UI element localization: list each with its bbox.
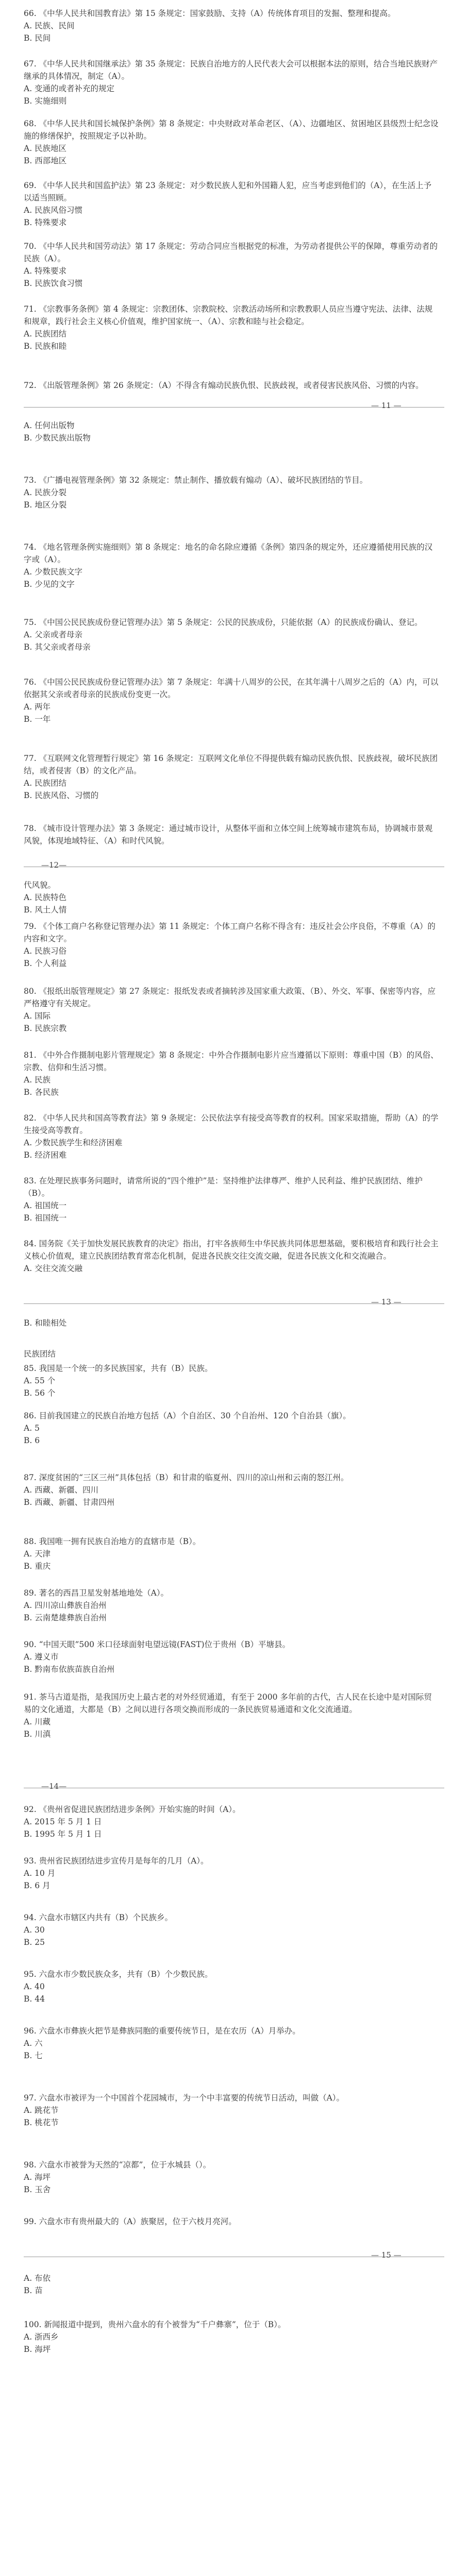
option-b: B. 桃花节 bbox=[24, 2118, 59, 2127]
question-87 bbox=[24, 1471, 439, 1509]
question-98 bbox=[24, 2159, 439, 2196]
option-a: A. 10 月 bbox=[24, 1869, 56, 1878]
question-text: 70. 《中华人民共和国劳动法》第 17 条规定：劳动合同应当根据党的标准，为劳动者提供公平的保障，尊重劳动者的民族（A）。 bbox=[24, 242, 438, 263]
option-a: A. 民族分裂 bbox=[24, 488, 67, 497]
question-78-options bbox=[24, 879, 439, 916]
question-text: 68. 《中华人民共和国长城保护条例》第 8 条规定：中央财政对革命老区、（A）、边疆地区、贫困地区县级烈士纪念设施的修缮保护，按照规定予以补助。 bbox=[24, 119, 439, 141]
continuation-text: 代风貌。 bbox=[24, 880, 56, 890]
option-a: A. 少数民族学生和经济困难 bbox=[24, 1138, 123, 1147]
question-92 bbox=[24, 1803, 439, 1840]
option-b: B. 一年 bbox=[24, 715, 51, 724]
option-b: B. 玉舍 bbox=[24, 2185, 51, 2194]
question-text: 86. 目前我国建立的民族自治地方包括（A）个自治区、30 个自治州、120 个自治县（旗）。 bbox=[24, 1411, 351, 1420]
section-heading: 民族团结 bbox=[24, 1349, 56, 1359]
question-text: 95. 六盘水市少数民族众多，共有（B）个少数民族。 bbox=[24, 1970, 213, 1979]
option-b: B. 川滇 bbox=[24, 1730, 51, 1739]
option-b: B. 实施细则 bbox=[24, 96, 67, 106]
question-text: 98. 六盘水市被誉为天然的“凉都”，位于水城县（）。 bbox=[24, 2160, 211, 2170]
option-b: B. 西部地区 bbox=[24, 156, 67, 165]
option-b: B. 25 bbox=[24, 1938, 45, 1947]
question-67 bbox=[24, 58, 439, 107]
question-text: 75. 《中国公民民族成份登记管理办法》第 5 条规定：公民的民族成份，只能依据（A）的民族成份确认、登记。 bbox=[24, 618, 423, 627]
question-69 bbox=[24, 179, 439, 229]
option-a: A. 40 bbox=[24, 1982, 45, 1991]
option-b: B. 民族宗教 bbox=[24, 1024, 67, 1033]
option-a: A. 30 bbox=[24, 1925, 45, 1935]
option-b: B. 重庆 bbox=[24, 1562, 51, 1571]
question-85 bbox=[24, 1362, 439, 1399]
option-a: A. 交往交流交融 bbox=[24, 1264, 83, 1273]
question-text: 96. 六盘水市彝族火把节是彝族同胞的重要传统节日，是在农历（A）月举办。 bbox=[24, 2026, 300, 2036]
option-b: B. 民族和睦 bbox=[24, 342, 67, 351]
question-77 bbox=[24, 752, 439, 802]
question-text: 93. 贵州省民族团结进步宣传月是每年的几月（A）。 bbox=[24, 1856, 209, 1866]
option-b: B. 1995 年 5 月 1 日 bbox=[24, 1829, 102, 1839]
option-b: B. 苗 bbox=[24, 2286, 43, 2295]
question-68 bbox=[24, 117, 439, 167]
option-b: B. 少数民族出版物 bbox=[24, 433, 91, 443]
option-a: A. 变通的或者补充的规定 bbox=[24, 84, 115, 93]
page-number: — 15 — bbox=[371, 2250, 402, 2260]
option-a: A. 少数民族文字 bbox=[24, 567, 83, 577]
question-84 bbox=[24, 1238, 439, 1275]
question-75 bbox=[24, 616, 439, 653]
page-number: —14— bbox=[41, 1782, 67, 1791]
option-a: A. 两年 bbox=[24, 702, 51, 711]
option-b: B. 各民族 bbox=[24, 1088, 59, 1097]
question-text: 81. 《中外合作摄制电影片管理规定》第 8 条规定：中外合作摄制电影片应当遵循以下原则：尊重中国（B）的风俗、宗教、信仰和生活习惯。 bbox=[24, 1050, 439, 1072]
question-91 bbox=[24, 1691, 439, 1740]
question-text: 97. 六盘水市被评为一个中国首个花园城市，为一个中丰富要的传统节日活动，叫做（A）。 bbox=[24, 2093, 345, 2103]
question-text: 80. 《报纸出版管理规定》第 27 条规定：报纸发表或者摘转涉及国家重大政策、（B）、外交、军事、保密等内容，应严格遵守有关规定。 bbox=[24, 987, 436, 1008]
option-b: B. 个人利益 bbox=[24, 959, 67, 968]
option-a: A. 四川凉山彝族自治州 bbox=[24, 1601, 107, 1610]
question-84-options bbox=[24, 1317, 439, 1329]
question-text: 69. 《中华人民共和国监护法》第 23 条规定：对少数民族人犯和外国籍人犯，应当考虑到他们的（A），在生活上予以适当照顾。 bbox=[24, 181, 432, 202]
option-b: B. 6 月 bbox=[24, 1881, 51, 1890]
option-b: B. 特殊要求 bbox=[24, 218, 67, 227]
option-b: B. 七 bbox=[24, 2051, 43, 2060]
option-b: B. 西藏、新疆、甘肃四州 bbox=[24, 1498, 115, 1507]
option-a: A. 特殊要求 bbox=[24, 266, 67, 276]
question-text: 82. 《中华人民共和国高等教育法》第 9 条规定：公民依法享有接受高等教育的权利。国家采取措施，帮助（A）的学生接受高等教育。 bbox=[24, 1113, 439, 1135]
option-a: A. 民族风俗习惯 bbox=[24, 206, 83, 215]
option-b: B. 56 个 bbox=[24, 1388, 56, 1398]
question-99 bbox=[24, 2215, 439, 2228]
option-a: A. 民族地区 bbox=[24, 144, 67, 153]
page-number: — 13 — bbox=[371, 1297, 402, 1307]
question-93 bbox=[24, 1855, 439, 1892]
question-88 bbox=[24, 1535, 439, 1572]
option-b: B. 44 bbox=[24, 1994, 45, 2004]
option-a: A. 西藏、新疆、四川 bbox=[24, 1485, 99, 1495]
option-a: A. 父亲或者母亲 bbox=[24, 630, 83, 639]
question-89 bbox=[24, 1587, 439, 1624]
question-71 bbox=[24, 303, 439, 352]
option-a: A. 川藏 bbox=[24, 1717, 51, 1726]
question-99-options bbox=[24, 2272, 439, 2297]
question-73 bbox=[24, 474, 439, 511]
question-text: 100. 新闻报道中提到，贵州六盘水的有个被誉为“千户彝寨”，位于（B）。 bbox=[24, 2320, 286, 2329]
question-94 bbox=[24, 1911, 439, 1948]
question-text: 94. 六盘水市辖区内共有（B）个民族乡。 bbox=[24, 1913, 173, 1922]
question-83 bbox=[24, 1175, 439, 1224]
option-b: B. 祖国统一 bbox=[24, 1213, 67, 1223]
option-b: B. 民族饮食习惯 bbox=[24, 279, 83, 288]
option-b: B. 地区分裂 bbox=[24, 500, 67, 510]
question-text: 66. 《中华人民共和国教育法》第 15 条规定：国家鼓励、支持（A）传统体育项目的发掘、整理和提高。 bbox=[24, 9, 396, 18]
question-text: 85. 我国是一个统一的多民族国家，共有（B）民族。 bbox=[24, 1364, 213, 1373]
question-79 bbox=[24, 920, 439, 970]
question-90 bbox=[24, 1638, 439, 1675]
question-text: 99. 六盘水市有贵州最大的（A）族聚居，位于六枝月亮河。 bbox=[24, 2217, 237, 2226]
question-text: 91. 茶马古道是指，是我国历史上最古老的对外经贸通道，有至于 2000 多年前的古代，古人民在长途中是对国际贸易的文化通道，大都是（B）之间以进行各项交换而形成的一条民族贸易通道和文化交流通道。 bbox=[24, 1692, 432, 1714]
option-b: B. 经济困难 bbox=[24, 1150, 67, 1160]
option-a: A. 2015 年 5 月 1 日 bbox=[24, 1817, 102, 1826]
option-a: A. 任何出版物 bbox=[24, 421, 75, 430]
question-text: 90. “中国天眼”500 米口径球面射电望远镜(FAST)位于贵州（B）平塘县。 bbox=[24, 1640, 290, 1649]
option-b: B. 黔南布依族苗族自治州 bbox=[24, 1665, 115, 1674]
question-text: 79. 《个体工商户名称登记管理办法》第 11 条规定：个体工商户名称不得含有：违反社会公序良俗，不尊重（A）的内容和文字。 bbox=[24, 922, 436, 943]
option-a: A. 浙西乡 bbox=[24, 2332, 59, 2342]
option-b: B. 民间 bbox=[24, 33, 51, 43]
option-a: A. 5 bbox=[24, 1423, 40, 1433]
option-b: B. 云南楚雄彝族自治州 bbox=[24, 1613, 107, 1622]
option-a: A. 民族、民间 bbox=[24, 21, 75, 30]
question-78 bbox=[24, 822, 439, 847]
option-b: B. 民族风俗、习惯的 bbox=[24, 791, 99, 800]
option-b: B. 少见的文字 bbox=[24, 580, 75, 589]
question-70 bbox=[24, 240, 439, 290]
option-b: B. 海坪 bbox=[24, 2345, 51, 2354]
question-97 bbox=[24, 2092, 439, 2129]
option-b: B. 其父亲或者母亲 bbox=[24, 642, 91, 652]
question-82 bbox=[24, 1112, 439, 1161]
question-86 bbox=[24, 1410, 439, 1447]
question-81 bbox=[24, 1049, 439, 1098]
option-a: A. 55 个 bbox=[24, 1376, 56, 1385]
question-74 bbox=[24, 541, 439, 590]
option-a: A. 跳花节 bbox=[24, 2106, 59, 2115]
question-72-options bbox=[24, 419, 439, 444]
question-text: 72. 《出版管理条例》第 26 条规定：（A）不得含有煽动民族仇恨、民族歧视，或者侵害民族风俗、习惯的内容。 bbox=[24, 381, 424, 390]
option-a: A. 民族团结 bbox=[24, 778, 67, 788]
option-a: A. 布依 bbox=[24, 2274, 51, 2283]
question-text: 74. 《地名管理条例实施细则》第 8 条规定：地名的命名除应遵循《条例》第四条的规定外，还应遵循使用民族的汉字或（A）。 bbox=[24, 543, 433, 564]
question-text: 71. 《宗教事务条例》第 4 条规定：宗教团体、宗教院校、宗教活动场所和宗教教职人员应当遵守宪法、法律、法规和规章，践行社会主义核心价值观，维护国家统一、（A）、宗教和睦与社会稳定。 bbox=[24, 304, 433, 326]
option-a: A. 六 bbox=[24, 2039, 43, 2048]
question-80 bbox=[24, 985, 439, 1035]
question-text: 73. 《广播电视管理条例》第 32 条规定：禁止制作、播放载有煽动（A）、破坏民族团结的节目。 bbox=[24, 476, 368, 485]
option-b: B. 风土人情 bbox=[24, 905, 67, 914]
option-a: A. 国际 bbox=[24, 1011, 51, 1021]
option-a: A. 民族特色 bbox=[24, 893, 67, 902]
option-b: B. 和睦相处 bbox=[24, 1318, 67, 1328]
question-text: 84. 国务院《关于加快发展民族教育的决定》指出，打牢各族师生中华民族共同体思想基础，要积极培育和践行社会主义核心价值观，建立民族团结教育常态化机制，促进各民族交往交流交融，促进各民族文化和交流融合。 bbox=[24, 1239, 439, 1261]
option-a: A. 天津 bbox=[24, 1549, 51, 1558]
question-text: 88. 我国唯一拥有民族自治地方的直辖市是（B）。 bbox=[24, 1537, 201, 1546]
question-text: 87. 深度贫困的“三区三州”具体包括（B）和甘肃的临夏州、四川的凉山州和云南的怒江州。 bbox=[24, 1473, 349, 1482]
option-b: B. 6 bbox=[24, 1436, 40, 1445]
question-95 bbox=[24, 1968, 439, 2005]
page-number: — 11 — bbox=[371, 401, 402, 410]
page-number: —12— bbox=[41, 860, 67, 870]
option-a: A. 民族团结 bbox=[24, 329, 67, 338]
question-text: 92. 《贵州省促进民族团结进步条例》开始实施的时间（A）。 bbox=[24, 1805, 241, 1814]
option-a: A. 民族 bbox=[24, 1075, 51, 1084]
question-text: 77. 《互联网文化管理暂行规定》第 16 条规定：互联网文化单位不得提供载有煽动民族仇恨、民族歧视，破坏民族团结，或者侵害（B）的文化产品。 bbox=[24, 754, 438, 775]
question-text: 78. 《城市设计管理办法》第 3 条规定：通过城市设计，从整体平面和立体空间上统筹城市建筑布局，协调城市景观风貌，体现地域特征、（A）和时代风貌。 bbox=[24, 824, 433, 845]
option-a: A. 海坪 bbox=[24, 2173, 51, 2182]
question-text: 67. 《中华人民共和国继承法》第 35 条规定：民族自治地方的人民代表大会可以根据本法的原则，结合当地民族财产继承的具体情况，制定（A）。 bbox=[24, 59, 438, 81]
option-a: A. 遵义市 bbox=[24, 1652, 59, 1662]
question-text: 83. 在处理民族事务问题时，请常所说的“四个维护”是：坚持维护法律尊严、维护人民利益、维护民族团结、维护（B）。 bbox=[24, 1176, 423, 1198]
question-text: 76. 《中国公民民族成份登记管理办法》第 7 条规定：年满十八周岁的公民，在其年满十八周岁之后的（A）内，可以依据其父亲或者母亲的民族成份变更一次。 bbox=[24, 677, 439, 699]
question-100 bbox=[24, 2318, 439, 2355]
option-a: A. 民族习俗 bbox=[24, 946, 67, 956]
question-text: 89. 著名的西昌卫星发射基地地处（A）。 bbox=[24, 1588, 169, 1598]
question-76 bbox=[24, 676, 439, 725]
question-72 bbox=[24, 379, 439, 392]
question-96 bbox=[24, 2025, 439, 2062]
option-a: A. 祖国统一 bbox=[24, 1201, 67, 1210]
question-66 bbox=[24, 7, 439, 44]
